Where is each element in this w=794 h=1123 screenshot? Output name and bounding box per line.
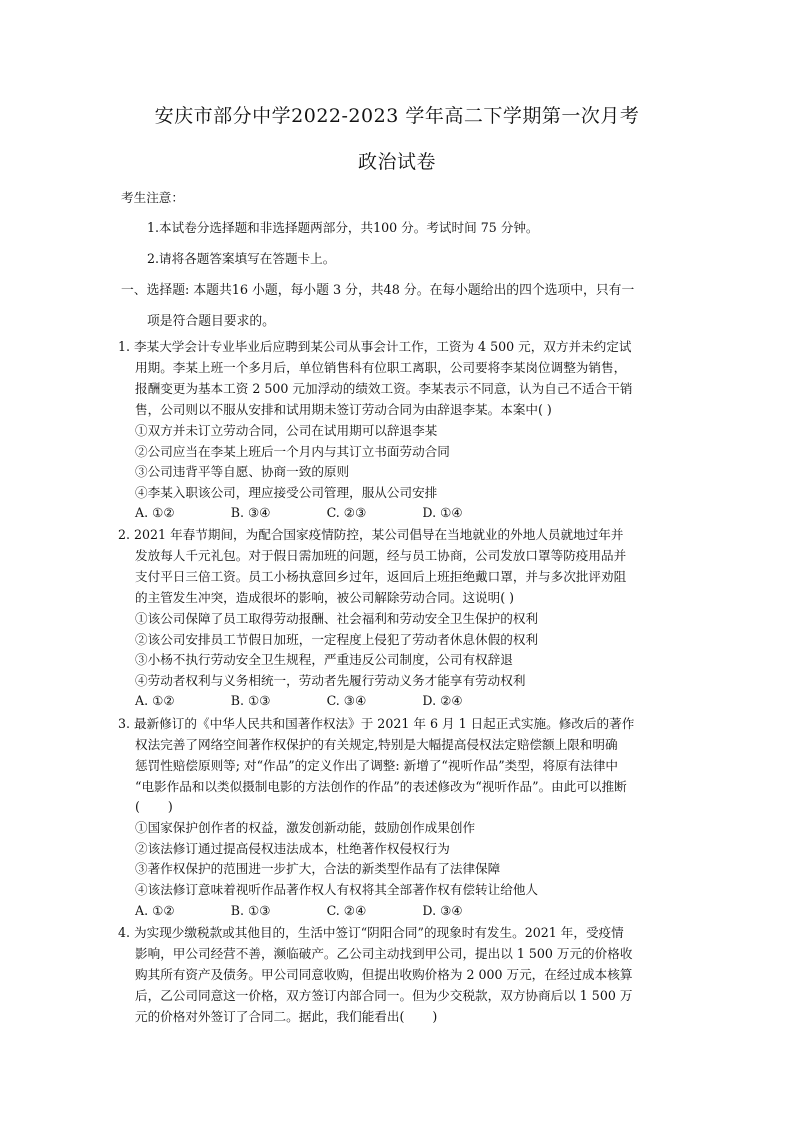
question-1-option: ②公司应当在李某上班后一个月内与其订立书面劳动合同 (135, 444, 450, 459)
question-2-option: ③小杨不执行劳动安全卫生规程，严重违反公司制度，公司有权辞退 (135, 652, 513, 667)
question-1-line: 报酬变更为基本工资 2 500 元加浮动的绩效工资。李某表示不同意，认为自己不适合干销 (135, 381, 633, 396)
question-3-option: ④该法修订意味着视听作品著作权人有权将其全部著作权有偿转让给他人 (135, 882, 538, 897)
question-1-option: ①双方并未订立劳动合同，公司在试用期可以辞退李某 (135, 423, 438, 438)
question-1-option: ③公司违背平等自愿、协商一致的原则 (135, 464, 350, 479)
section-heading-line-1: 一、选择题: 本题共16 小题，每小题 3 分，共48 分。在每小题给出的四个选项中，只有一 (121, 283, 635, 298)
notice-item-1: 1.本试卷分选择题和非选择题两部分，共100 分。考试时间 75 分钟。 (147, 220, 539, 235)
question-3-option: ②该法修订通过提高侵权违法成本，杜绝著作权侵权行为 (135, 841, 450, 856)
question-2-line: 的主管发生冲突，造成很坏的影响，被公司解除劳动合同。这说明( ) (135, 590, 515, 605)
question-3-line: 惩罚性赔偿原则等; 对“作品”的定义作出了调整: 新增了“视听作品”类型，将原有法律中 (135, 758, 619, 773)
question-2-line: 2. 2021 年春节期间，为配合国家疫情防控，某公司倡导在当地就业的外地人员就地过年并 (118, 527, 624, 542)
notice-heading: 考生注意： (121, 190, 184, 205)
question-3-choices: A. ①② B. ①③ C. ②④ D. ③④ (135, 903, 463, 918)
question-4-line: 购其所有资产及债务。甲公司同意收购，但提出收购价格为 2 000 万元，在经过成本核算 (135, 967, 633, 982)
question-3-line: 3. 最新修订的《中华人民共和国著作权法》于 2021 年 6 月 1 日起正式实施。修改后的著作 (118, 716, 635, 731)
question-2-option: ①该公司保障了员工取得劳动报酬、社会福利和劳动安全卫生保护的权利 (135, 611, 538, 626)
question-4-line: 影响，甲公司经营不善，濒临破产。乙公司主动找到甲公司，提出以 1 500 万元的价格收 (135, 946, 633, 961)
question-3-line: “电影作品和以类似摄制电影的方法创作的作品”的表述修改为“视听作品”。由此可以推断 (135, 779, 627, 794)
question-1-choices: A. ①② B. ③④ C. ②③ D. ①④ (135, 505, 463, 520)
question-2-option: ②该公司安排员工节假日加班，一定程度上侵犯了劳动者休息休假的权利 (135, 632, 538, 647)
question-1-line: 用期。李某上班一个多月后，单位销售科有位职工离职，公司要将李某岗位调整为销售， (135, 360, 627, 375)
question-4-line: 元的价格对外签订了合同二。据此，我们能看出( ) (135, 1009, 438, 1024)
question-3-line: 权法完善了网络空间著作权保护的有关规定,特别是大幅提高侵权法定赔偿额上限和明确 (135, 737, 618, 752)
question-4-line: 4. 为实现少缴税款或其他目的，生活中签订“阴阳合同”的现象时有发生。2021 年，受疫情 (118, 925, 624, 940)
question-1-line: 1. 李某大学会计专业毕业后应聘到某公司从事会计工作，工资为 4 500 元，双方并未约定试 (118, 339, 632, 354)
question-2-line: 支付平日三倍工资。员工小杨执意回乡过年，返回后上班拒绝戴口罩，并与多次批评劝阻 (135, 569, 627, 584)
page-subtitle: 政治试卷 (357, 151, 436, 173)
notice-item-2: 2.请将各题答案填写在答题卡上。 (147, 251, 336, 266)
question-3-option: ③著作权保护的范围进一步扩大，合法的新类型作品有了法律保障 (135, 861, 501, 876)
section-heading-line-2: 项是符合题目要求的。 (147, 314, 275, 329)
question-2-choices: A. ①② B. ①③ C. ③④ D. ②④ (135, 693, 463, 708)
question-3-line: ( ) (135, 799, 173, 814)
question-4-line: 后，乙公司同意这一价格，双方签订内部合同一。但为少交税款，双方协商后以 1 500 万 (135, 988, 633, 1003)
page-title: 安庆市部分中学2022-2023 学年高二下学期第一次月考 (154, 105, 640, 127)
question-1-option: ④李某入职该公司，理应接受公司管理，服从公司安排 (135, 485, 438, 500)
question-2-line: 发放每人千元礼包。对于假日需加班的问题，经与员工协商，公司发放口罩等防疫用品并 (135, 548, 627, 563)
question-1-line: 售，公司则以不服从安排和试用期未签订劳动合同为由辞退李某。本案中( ) (135, 402, 552, 417)
question-2-option: ④劳动者权利与义务相统一，劳动者先履行劳动义务才能享有劳动权利 (135, 673, 526, 688)
question-3-option: ①国家保护创作者的权益，激发创新动能，鼓励创作成果创作 (135, 820, 476, 835)
